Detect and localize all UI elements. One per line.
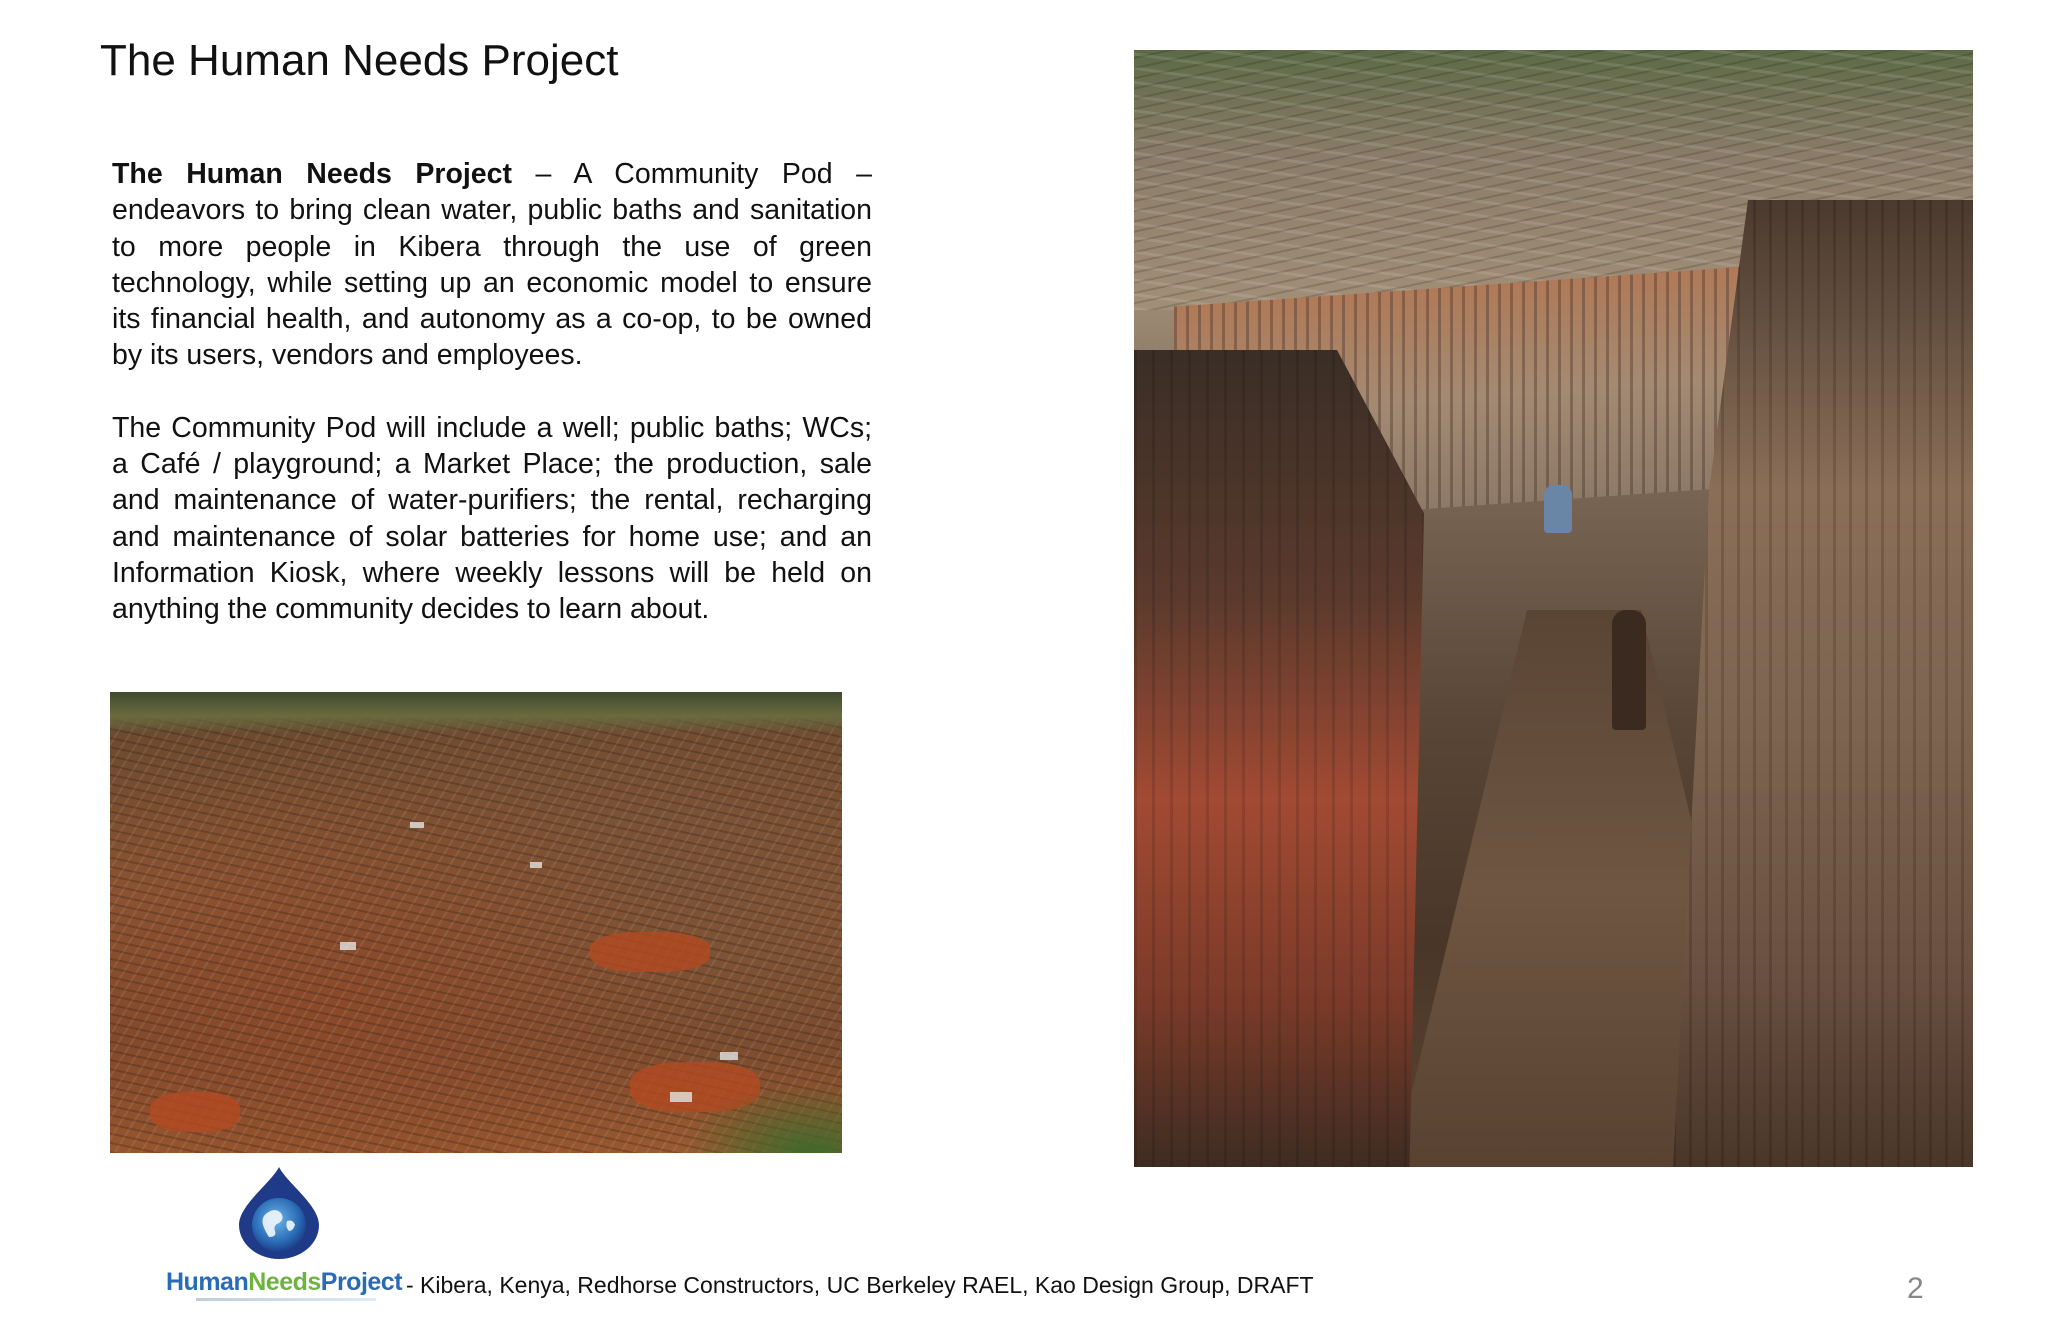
logo-word-human: Human (166, 1268, 249, 1296)
logo-underline (196, 1298, 376, 1301)
aerial-roof (720, 1052, 738, 1060)
logo-word-project: Project (320, 1268, 403, 1296)
body-text (112, 156, 872, 628)
paragraph-intro-lead: The Human Needs Project (112, 158, 512, 190)
aerial-horizon (110, 692, 842, 732)
aerial-red-patch (590, 932, 710, 972)
paragraph-community-pod: The Community Pod will include a well; public baths; WCs; a Café / playground; a Market Place; the production, sale and maintenance of water-purifiers; the rental, recharging and maintenance of solar batteries for home use; and an Information Kiosk, where weekly lessons will be held on anything the community decides to learn about. (112, 411, 872, 626)
aerial-vegetation (682, 1083, 842, 1153)
paragraph-intro-text: – A Community Pod – endeavors to bring clean water, public baths and sanitation to more people in Kibera through the use of green technology, while setting up an economic model to ensure its financial health, and autonomy as a co-op, to be owned by its users, vendors and employees. (112, 158, 872, 372)
logo-wordmark (166, 1268, 402, 1297)
slide-title: The Human Needs Project (100, 36, 619, 85)
logo-word-needs: Needs (248, 1268, 321, 1296)
aerial-roof (530, 862, 542, 868)
footer-caption: - Kibera, Kenya, Redhorse Constructors, UC Berkeley RAEL, Kao Design Group, DRAFT (406, 1272, 1314, 1298)
alley-person (1612, 610, 1646, 730)
water-drop-globe-icon (237, 1165, 321, 1260)
page-number: 2 (1907, 1272, 1924, 1305)
aerial-roof (410, 822, 424, 828)
alley-person (1544, 485, 1572, 533)
aerial-photo-kibera (110, 692, 842, 1153)
paragraph-intro (112, 156, 872, 374)
alley-left-wall (1134, 350, 1424, 1167)
alley-photo-kibera (1134, 50, 1973, 1167)
aerial-red-patch (150, 1092, 240, 1132)
aerial-roof (340, 942, 356, 950)
